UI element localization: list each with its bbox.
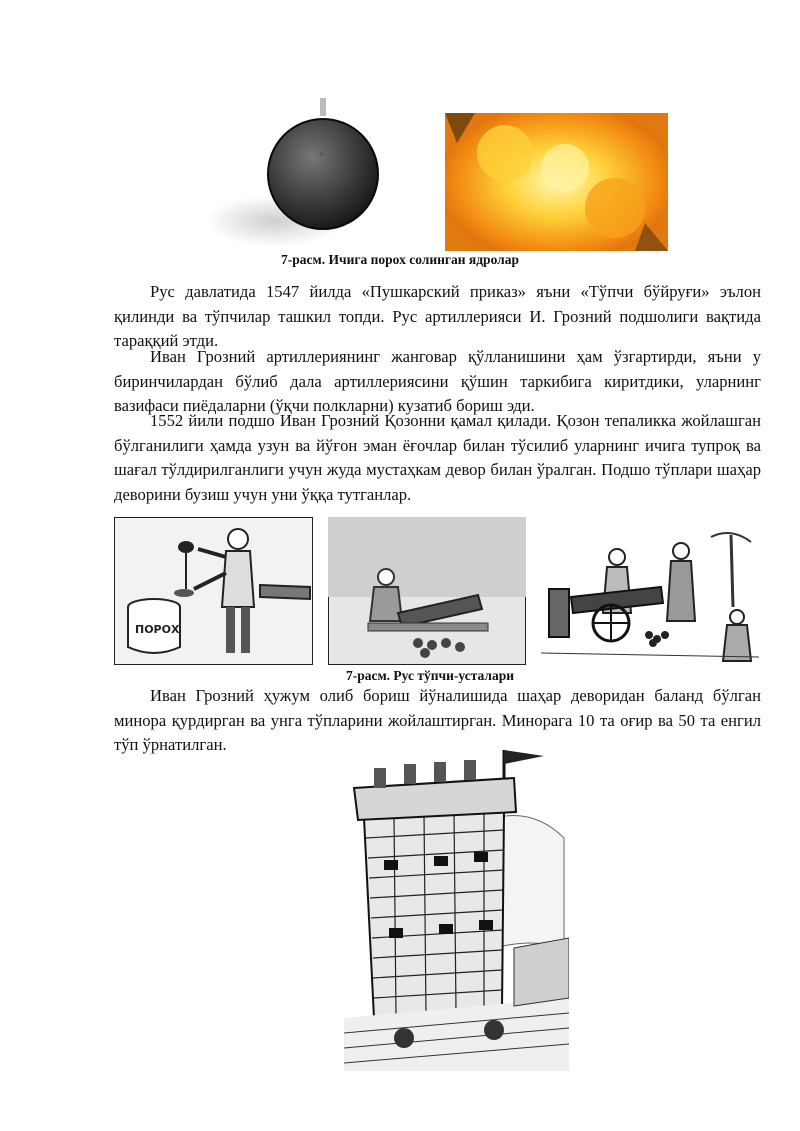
siege-tower-illustration (344, 748, 569, 1071)
figure-caption-1: 7-расм. Ичига порох солинган ядролар (281, 252, 519, 267)
explosion-image (445, 113, 668, 251)
figure-caption-2: 7-расм. Рус тўпчи-усталари (345, 668, 515, 683)
barrel-label: ПОРОХ (135, 623, 180, 636)
cannon-crew-illustration (541, 517, 759, 665)
paragraph-2: Иван Грозний артиллериянинг жанговар қўлланишини ҳам ўзгартирди, яъни у биринчилардан бўлиб дала артиллериясини қўшин таркибига киритдики, уларнинг вазифаси пиёдаларни (ўқчи полкларни) кузатиб бориш эди. (114, 347, 761, 415)
svg-text:✦: ✦ (317, 150, 326, 161)
paragraph-3: 1552 йили подшо Иван Грозний Қозонни қамал қилади. Қозон тепаликка жойлашган бўлганилиги ҳамда узун ва йўғон эман ёғочлар билан тўсилиб уларнинг ичига тупроқ ва шағал тўлдирилганлиги учун жуда мустаҳкам девор билан ўралган. Подшо тўплари шаҳар деворини бузиш учун уни ўққа тутганлар. (114, 411, 761, 504)
paragraph-4: Иван Грозний ҳужум олиб бориш йўналишида шаҳар деворидан баланд бўлган минора қурдирган ва унга тўпларини жойлаштирган. Минорага 10 та оғир ва 50 та енгил тўп ўрнатилган. (114, 686, 761, 754)
gunpowder-illustration (114, 517, 313, 665)
cannonball-image (205, 96, 425, 246)
cannon-maker-illustration (328, 517, 526, 665)
paragraph-1: Рус давлатида 1547 йилда «Пушкарский приказ» яъни «Тўпчи бўйруғи» эълон қилинди ва тўпчилар ташкил топди. Рус артиллерияси И. Грозний подшолиги вақтида тараққий этди. (114, 282, 761, 350)
